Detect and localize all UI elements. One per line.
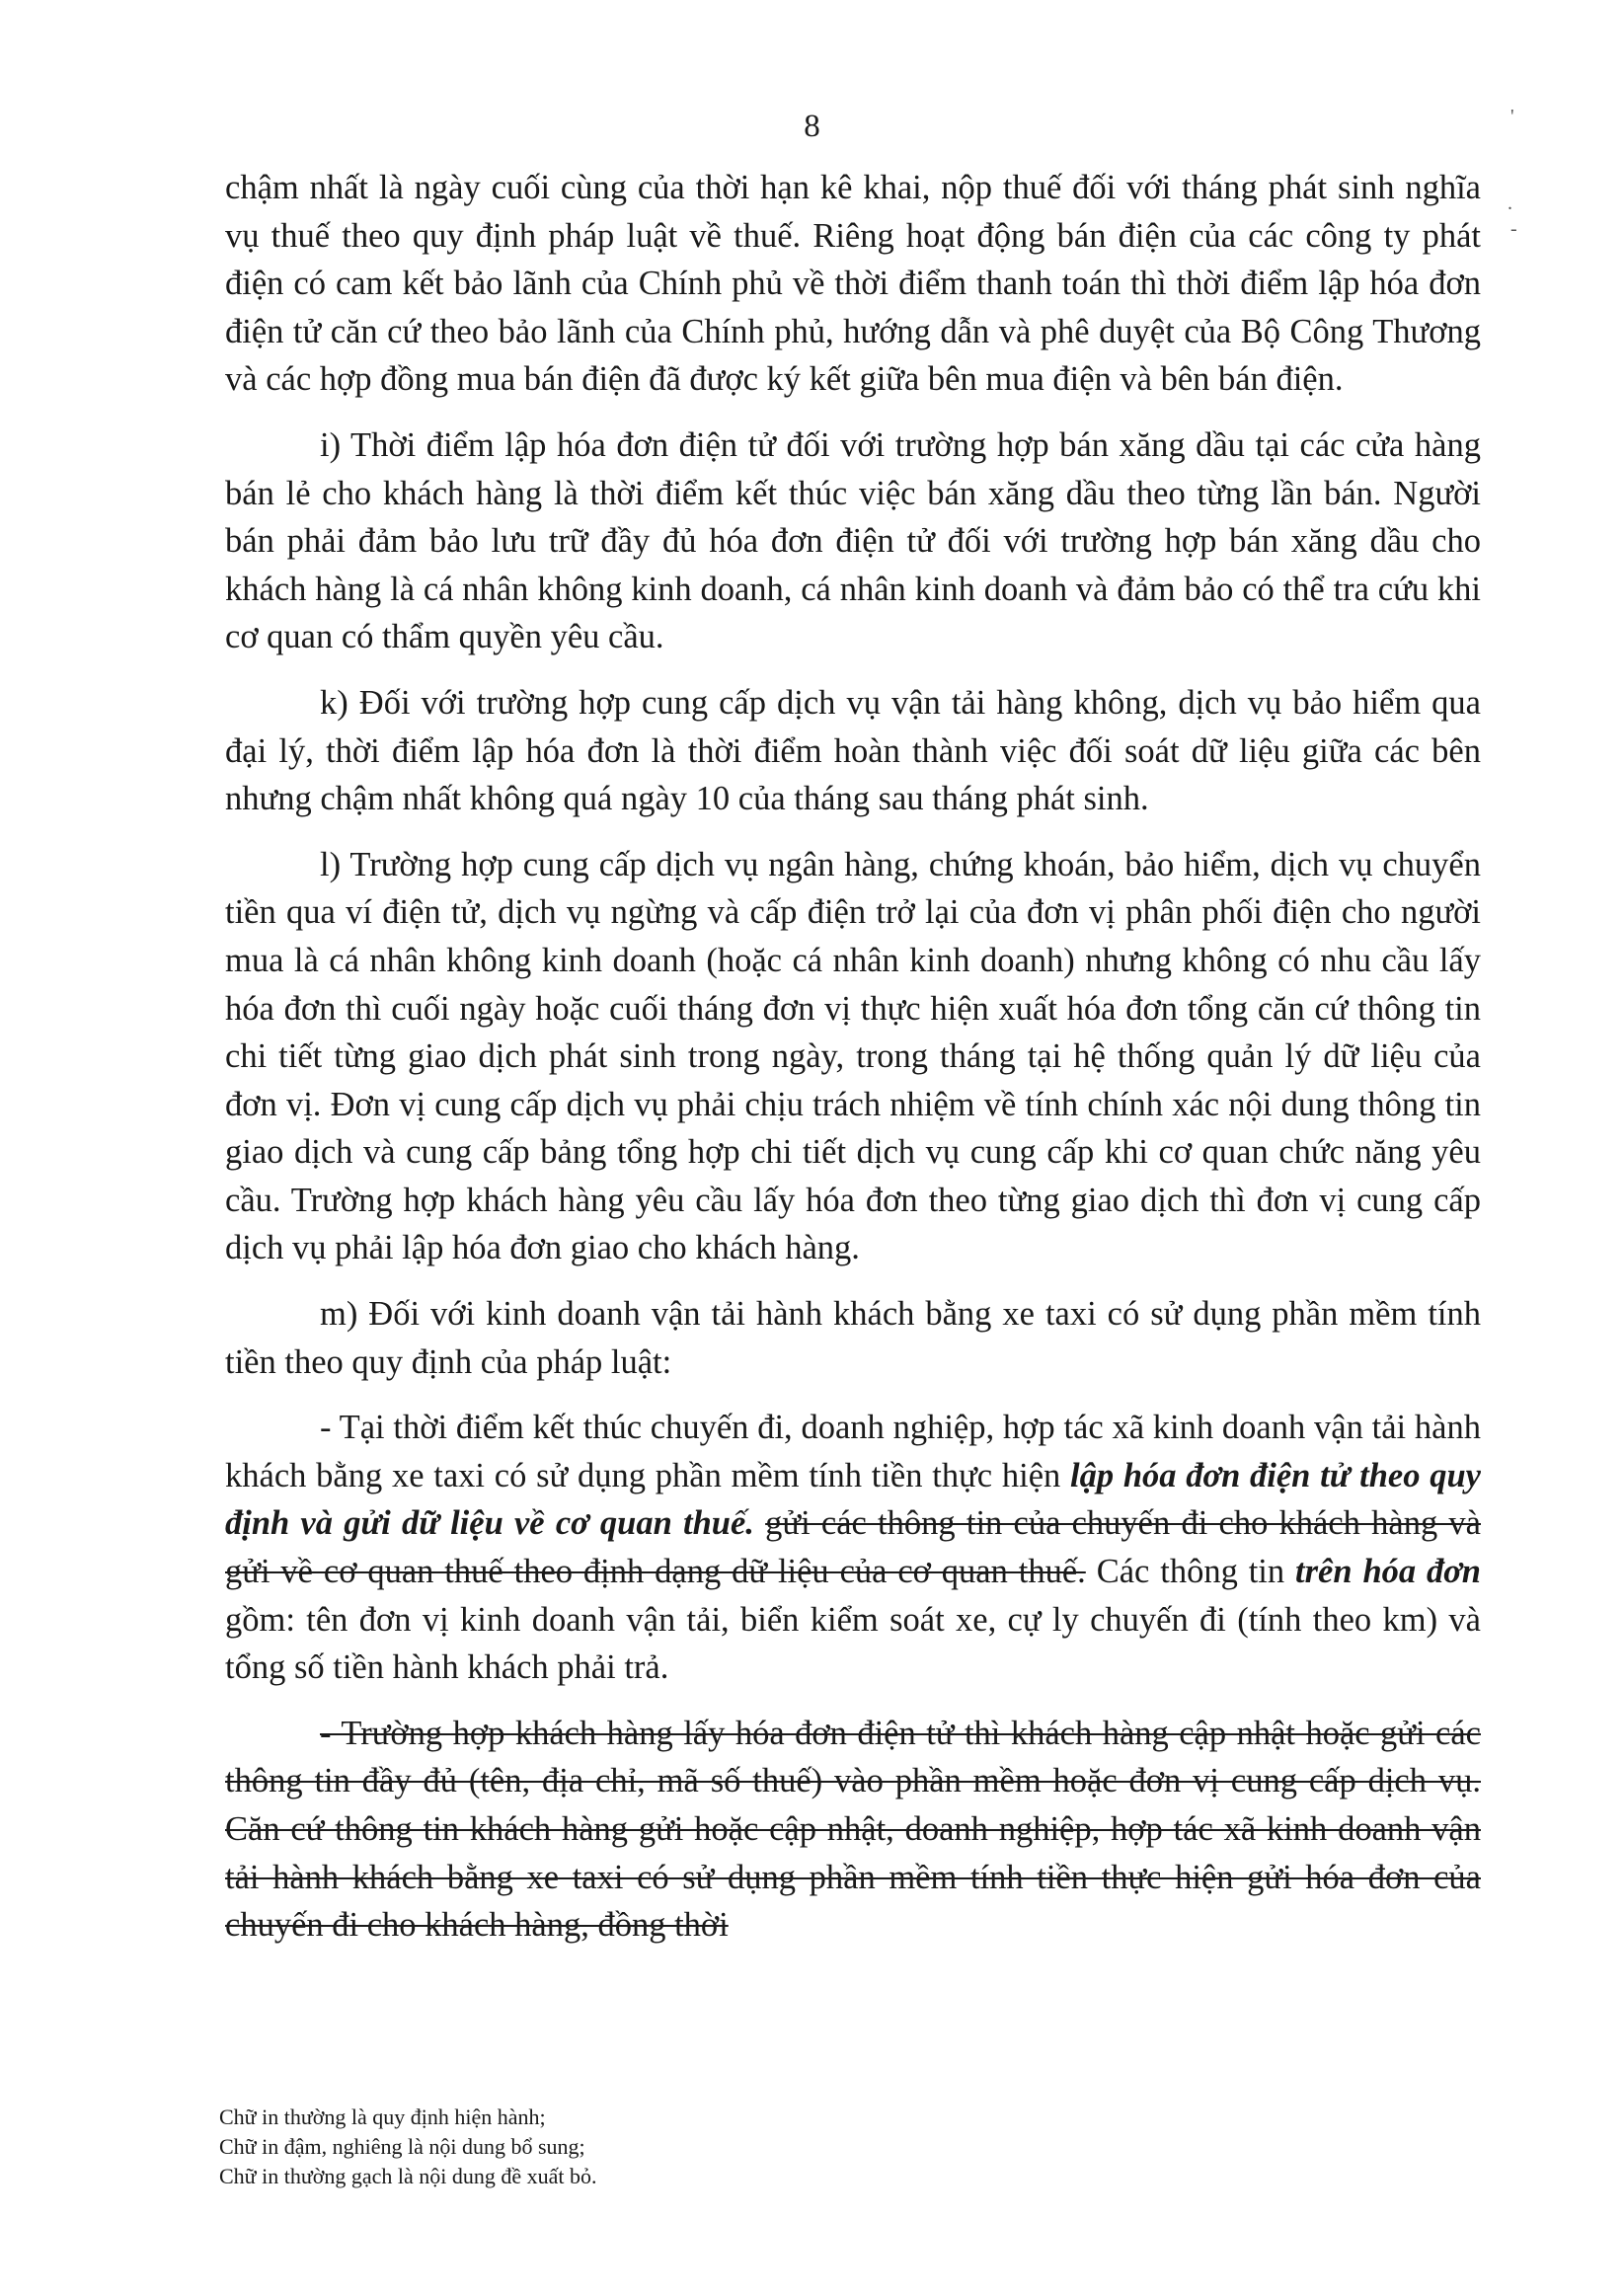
paragraph-m: m) Đối với kinh doanh vận tải hành khách bằng xe taxi có sử dụng phần mềm tính tiền theo quy định của pháp luật: <box>225 1295 1481 1381</box>
paragraph-taxi-trip-end <box>225 1404 1481 1692</box>
footnote-strikethrough: Chữ in thường gạch là nội dung đề xuất bỏ. <box>219 2164 597 2188</box>
plain-text: gồm: tên đơn vị kinh doanh vận tải, biển kiểm soát xe, cự ly chuyến đi (tính theo km) và tổng số tiền hành khách phải trả. <box>225 1600 1481 1687</box>
page-number: 8 <box>804 109 820 144</box>
paragraph-l: l) Trường hợp cung cấp dịch vụ ngân hàng, chứng khoán, bảo hiểm, dịch vụ chuyển tiền qua ví điện tử, dịch vụ ngừng và cấp điện trở lại của đơn vị phân phối điện cho người mua là cá nhân không kinh doanh (hoặc cá nhân kinh doanh) nhưng không có nhu cầu lấy hóa đơn thì cuối ngày hoặc cuối tháng đơn vị thực hiện xuất hóa đơn tổng căn cứ thông tin chi tiết từng giao dịch phát sinh trong ngày, trong tháng tại hệ thống quản lý dữ liệu của đơn vị. Đơn vị cung cấp dịch vụ phải chịu trách nhiệm về tính chính xác nội dung thông tin giao dịch và cung cấp bảng tổng hợp chi tiết dịch vụ cung cấp khi cơ quan chức năng yêu cầu. Trường hợp khách hàng yêu cầu lấy hóa đơn theo từng giao dịch thì đơn vị cung cấp dịch vụ phải lập hóa đơn giao cho khách hàng. <box>225 845 1481 1267</box>
document-body <box>225 164 1481 1950</box>
scan-mark-right-1: . <box>1508 192 1512 214</box>
scan-mark-right-2: - <box>1510 218 1517 240</box>
plain-text: Các thông tin <box>1085 1553 1296 1591</box>
plain-text: - Tại thời điểm kết thúc chuyến đi, doanh nghiệp, hợp tác xã kinh doanh vận tải hành khách bằng xe taxi có sử dụng phần mềm tính tiền thực hiện <box>225 1409 1481 1494</box>
paragraph-i: i) Thời điểm lập hóa đơn điện tử đối với trường hợp bán xăng dầu tại các cửa hàng bán lẻ cho khách hàng là thời điểm kết thúc việc bán xăng dầu theo từng lần bán. Người bán phải đảm bảo lưu trữ đầy đủ hóa đơn điện tử đối với trường hợp bán xăng dầu cho khách hàng là cá nhân không kinh doanh, cá nhân kinh doanh và đảm bảo có thể tra cứu khi cơ quan có thẩm quyền yêu cầu. <box>225 425 1481 656</box>
footnote-regular: Chữ in thường là quy định hiện hành; <box>219 2105 546 2129</box>
struck-text: gửi các thông tin của chuyến đi cho khách hàng và gửi về cơ quan thuế theo định dạng dữ liệu của cơ quan thuế. <box>225 1504 1481 1591</box>
paragraph-continuation: chậm nhất là ngày cuối cùng của thời hạn kê khai, nộp thuế đối với tháng phát sinh nghĩa vụ thuế theo quy định pháp luật về thuế. Riêng hoạt động bán điện của các công ty phát điện có cam kết bảo lãnh của Chính phủ về thời điểm thanh toán thì thời điểm lập hóa đơn điện tử căn cứ theo bảo lãnh của Chính phủ, hướng dẫn và phê duyệt của Bộ Công Thương và các hợp đồng mua bán điện đã được ký kết giữa bên mua điện và bên bán điện. <box>225 169 1481 399</box>
footnote-bold-italic: Chữ in đậm, nghiêng là nội dung bổ sung; <box>219 2134 585 2159</box>
paragraph-k: k) Đối với trường hợp cung cấp dịch vụ vận tải hàng không, dịch vụ bảo hiểm qua đại lý, thời điểm lập hóa đơn là thời điểm hoàn thành việc đối soát dữ liệu giữa các bên nhưng chậm nhất không quá ngày 10 của tháng sau tháng phát sinh. <box>225 683 1481 818</box>
plain-text <box>754 1504 765 1542</box>
paragraph-struck-customer-invoice: - Trường hợp khách hàng lấy hóa đơn điện tử thì khách hàng cập nhật hoặc gửi các thông tin đầy đủ (tên, địa chỉ, mã số thuế) vào phần mềm hoặc đơn vị cung cấp dịch vụ. Căn cứ thông tin khách hàng gửi hoặc cập nhật, doanh nghiệp, hợp tác xã kinh doanh vận tải hành khách bằng xe taxi có sử dụng phần mềm tính tiền thực hiện gửi hóa đơn của chuyến đi cho khách hàng, đồng thời <box>225 1714 1481 1945</box>
added-text: lập hóa đơn điện tử theo quy định và gửi dữ liệu về cơ quan thuế. <box>225 1456 1481 1543</box>
footnote-legend <box>219 2103 1206 2191</box>
added-text: trên hóa đơn <box>1295 1553 1481 1591</box>
scan-mark-top-right: ' <box>1510 106 1514 127</box>
